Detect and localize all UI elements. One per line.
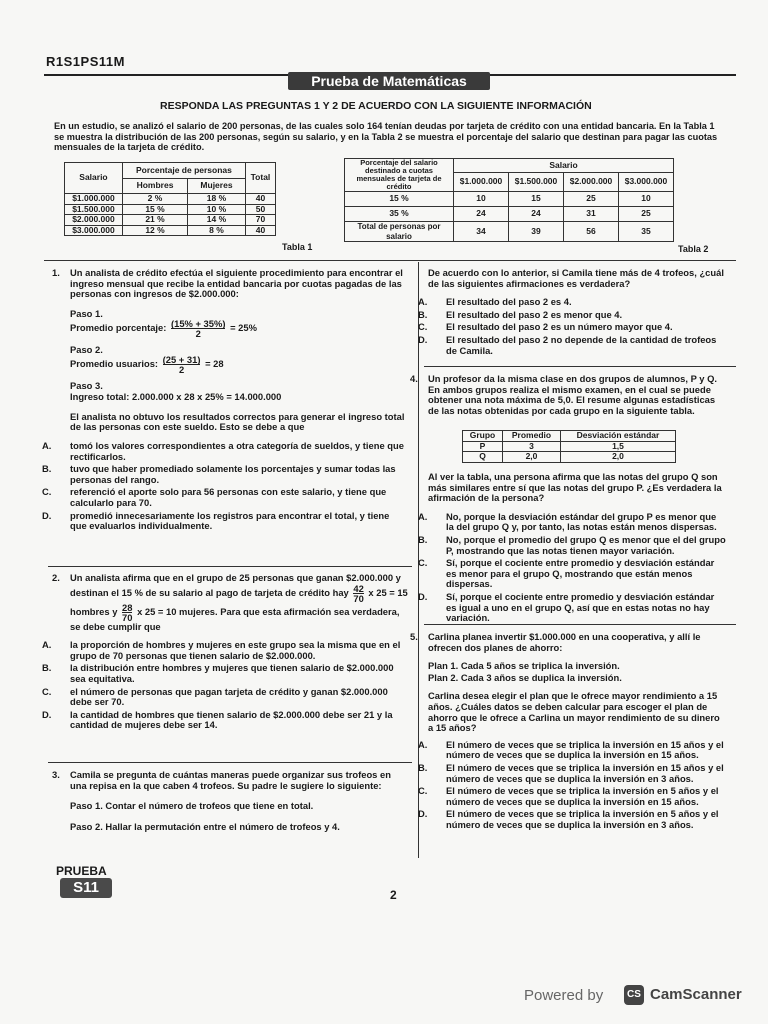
q2-fraction-men — [353, 584, 363, 603]
t2-cell: 10 — [454, 192, 509, 207]
table-2 — [344, 158, 674, 242]
t1-cell: 10 % — [188, 204, 246, 215]
option-letter: A. — [42, 439, 52, 451]
intro-paragraph: En un estudio, se analizó el salario de 200 personas, de las cuales solo 164 tenían deudas por tarjeta de crédito con una entidad bancaria. En la Tabla 1 se muestra la distribución de las 200 personas, según su salario, y en la Tabla 2 se muestra el porcentaje del salario que destinan para pagar las cuotas mensuales de la tarjeta de crédito. — [54, 121, 718, 152]
option-text: Sí, porque el cociente entre promedio y desviación estándar es igual a uno en el grupo Q, así que en estas notas no hay variación. — [446, 590, 715, 624]
q4-h-promedio: Promedio — [503, 431, 561, 442]
q5-option-a[interactable] — [418, 738, 726, 761]
fraction-denominator: 70 — [122, 611, 133, 623]
option-text: El resultado del paso 2 es menor que 4. — [446, 308, 623, 320]
option-letter: D. — [42, 708, 52, 720]
q2-rule — [48, 762, 412, 763]
q4-h-grupo: Grupo — [463, 431, 503, 442]
option-text: No, porque la desviación estándar del grupo P es menor que la del grupo Q y, por tanto, las notas están menos dispersas. — [446, 510, 717, 533]
t1-cell: $1.000.000 — [65, 194, 123, 205]
option-text: No, porque el promedio del grupo Q es menor que el del grupo P, mostrando que las notas tienen mayor variación. — [446, 533, 726, 556]
q2-option-d[interactable] — [42, 708, 408, 731]
fraction-numerator: (25 + 31) — [162, 353, 201, 365]
q3-stem: Camila se pregunta de cuántas maneras puede organizar sus trofeos en una repisa en la que caben 4 trofeos. Su padre le sugiere lo siguiente: — [70, 769, 391, 791]
q1-step-2-title: Paso 2. — [70, 343, 103, 355]
q2-option-a[interactable] — [42, 639, 408, 661]
t2-col-header: $1.500.000 — [509, 173, 564, 192]
option-letter: A. — [418, 510, 428, 522]
option-letter: B. — [42, 662, 52, 674]
t1-h-mujeres: Mujeres — [188, 178, 246, 194]
t1-cell: 15 % — [122, 204, 187, 215]
q3-option-a[interactable] — [418, 296, 726, 308]
t1-h-total: Total — [245, 163, 275, 194]
q1-step-1-title: Paso 1. — [70, 307, 103, 319]
t1-cell: 21 % — [122, 215, 187, 226]
t2-h-salario: Salario — [454, 159, 674, 173]
q5-option-b[interactable] — [418, 761, 726, 784]
q1-step-2-fraction — [163, 355, 201, 374]
q1-option-d[interactable] — [42, 509, 408, 532]
q4-cell: 1,5 — [560, 441, 675, 452]
t1-h-salario: Salario — [65, 163, 123, 194]
t1-h-porcentaje: Porcentaje de personas — [122, 163, 245, 179]
t2-cell: 25 — [619, 207, 674, 222]
option-text: la distribución entre hombres y mujeres que tienen salario de $2.000.000 sea equitativa. — [70, 662, 394, 684]
table-row — [65, 215, 276, 226]
option-text: El número de veces que se triplica la inversión en 15 años y el número de veces que se duplica la inversión en 15 años. — [446, 738, 724, 761]
section-rule — [44, 260, 736, 261]
q2-stem-mid: x 25 = 15 hombres y — [70, 586, 408, 617]
option-letter: D. — [418, 808, 428, 820]
q4-option-c[interactable] — [418, 557, 726, 590]
table-row — [345, 222, 674, 242]
q2-option-c[interactable] — [42, 685, 408, 708]
t1-h-hombres: Hombres — [122, 178, 187, 194]
table-1-wrap — [64, 162, 276, 236]
q4-cell: 3 — [503, 441, 561, 452]
t1-cell: 14 % — [188, 215, 246, 226]
question-4-continued — [418, 471, 726, 624]
q4-table — [462, 430, 676, 463]
question-3 — [52, 770, 408, 832]
camscanner-logo-icon: CS — [624, 985, 644, 1005]
t1-cell: 2 % — [122, 194, 187, 205]
t1-cell: 18 % — [188, 194, 246, 205]
q1-step-2 — [70, 344, 408, 374]
instructions: RESPONDA LAS PREGUNTAS 1 Y 2 DE ACUERDO CON LA SIGUIENTE INFORMACIÓN — [160, 100, 592, 112]
option-text: promedió innecesariamente los registros para encontrar el total, y tiene que evaluarlos individualmente. — [70, 509, 390, 532]
q4-number: 4. — [410, 373, 418, 384]
t1-cell: 70 — [245, 215, 275, 226]
q1-step-1-result: = 25% — [230, 321, 257, 333]
q2-options — [42, 639, 408, 731]
q1-step-3-title: Paso 3. — [70, 379, 103, 391]
q3-rule — [424, 366, 736, 367]
option-text: el número de personas que pagan tarjeta de crédito y ganan $2.000.000 debe ser 70. — [70, 685, 388, 708]
t1-cell: 12 % — [122, 225, 187, 236]
option-letter: B. — [418, 533, 428, 545]
t2-cell: 34 — [454, 222, 509, 242]
t2-cell: 25 — [564, 192, 619, 207]
q3-step-1: Paso 1. Contar el número de trofeos que tiene en total. — [70, 800, 314, 812]
table-1-label: Tabla 1 — [282, 242, 313, 252]
option-letter: C. — [42, 685, 52, 697]
t1-cell: 40 — [245, 194, 275, 205]
q4-cont: Al ver la tabla, una persona afirma que las notas del grupo Q son más similares entre sí que las notas del grupo P. ¿Es verdadera la afirmación de la persona? — [428, 471, 722, 504]
table-row — [65, 225, 276, 236]
q5-number: 5. — [410, 631, 418, 642]
t2-cell: 24 — [454, 207, 509, 222]
watermark-brand: CamScanner — [650, 986, 742, 1003]
t1-cell: $3.000.000 — [65, 225, 123, 236]
question-1 — [42, 267, 408, 532]
t2-cell: 35 — [619, 222, 674, 242]
option-text: El resultado del paso 2 no depende de la cantidad de trofeos de Camila. — [446, 333, 717, 356]
t2-cell: 15 % — [345, 192, 454, 207]
table-row — [463, 441, 676, 452]
fraction-numerator: 42 — [353, 582, 364, 594]
fraction-denominator: 70 — [353, 592, 364, 604]
q2-stem-end: x 25 = 10 — [137, 605, 177, 617]
q4-cell: 2,0 — [560, 452, 675, 463]
fraction-numerator: (15% + 35%) — [170, 317, 226, 329]
footer-s11-badge: S11 — [60, 878, 112, 898]
t2-cell: 10 — [619, 192, 674, 207]
q1-step-3 — [70, 380, 408, 402]
option-text: El número de veces que se triplica la inversión en 15 años y el número de veces que se duplica la inversión en 3 años. — [446, 761, 724, 784]
table-1 — [64, 162, 276, 236]
table-row — [463, 452, 676, 463]
q1-step-3-text: Ingreso total: 2.000.000 x 28 x 25% = 14.000.000 — [70, 390, 282, 402]
question-5 — [410, 632, 726, 831]
q4-cell: 2,0 — [503, 452, 561, 463]
q1-option-c[interactable] — [42, 486, 408, 508]
q4-cell: P — [463, 441, 503, 452]
q3-cont: De acuerdo con lo anterior, si Camila tiene más de 4 trofeos, ¿cuál de las siguientes afirmaciones es verdadera? — [428, 267, 724, 289]
exam-code: R1S1PS11M — [46, 54, 125, 69]
option-text: tuvo que haber promediado solamente los porcentajes y sumar todas las personas del rango. — [70, 463, 396, 485]
t2-cell: 35 % — [345, 207, 454, 222]
option-text: tomó los valores correspondientes a otra categoría de sueldos, y tiene que rectificarlos. — [70, 439, 404, 462]
option-letter: C. — [418, 557, 428, 569]
q3-step-2: Paso 2. Hallar la permutación entre el número de trofeos y 4. — [70, 820, 340, 832]
option-letter: B. — [418, 308, 428, 320]
q2-fraction-women — [122, 603, 132, 622]
option-text: El resultado del paso 2 es un número mayor que 4. — [446, 321, 673, 333]
q5-option-c[interactable] — [418, 785, 726, 807]
q2-stem-a: Un analista afirma que en el grupo de 25 personas que ganan $2.000.000 y destinan el 15 % de su salario al pago de tarjeta de crédito hay — [70, 572, 401, 598]
q4-option-d[interactable] — [418, 590, 726, 624]
t2-cell: 15 — [509, 192, 564, 207]
q3-number: 3. — [52, 769, 60, 780]
q1-option-b[interactable] — [42, 463, 408, 485]
q1-step-1 — [70, 308, 408, 338]
q1-step-2-text: Promedio usuarios: — [70, 357, 159, 369]
q4-cell: Q — [463, 452, 503, 463]
q1-options — [42, 439, 408, 532]
t1-cell: 50 — [245, 204, 275, 215]
option-letter: B. — [42, 463, 52, 475]
fraction-numerator: 28 — [122, 601, 133, 613]
option-text: El número de veces que se triplica la inversión en 5 años y el número de veces que se duplica la inversión en 15 años. — [446, 785, 719, 807]
q4-option-a[interactable] — [418, 510, 726, 533]
q3-option-d[interactable] — [418, 333, 726, 356]
t2-col-header: $1.000.000 — [454, 173, 509, 192]
q1-step-2-result: = 28 — [205, 357, 224, 369]
q1-number: 1. — [52, 267, 60, 278]
question-3-continued — [418, 267, 726, 356]
q4-stem: Un profesor da la misma clase en dos grupos de alumnos, P y Q. En ambos grupos realiza el mismo examen, en el cual se puede obtener una nota máxima de 5,0. El resume algunas estadísticas de las notas obtenidas por cada grupo en la siguiente tabla. — [428, 373, 717, 416]
t2-cell: 39 — [509, 222, 564, 242]
table-row — [345, 192, 674, 207]
q1-tail: El analista no obtuvo los resultados correctos para generar el ingreso total de las personas con este sueldo. Esto se debe a que — [70, 410, 405, 433]
q5-cont: Carlina desea elegir el plan que le ofrece mayor rendimiento a 15 años. ¿Cuáles datos se deben calcular para escoger el plan de ahorro que le ofrece a Carlina un mayor rendimiento de su dinero a 15 años? — [428, 690, 720, 734]
camscanner-watermark — [524, 981, 756, 1011]
q4-options — [418, 510, 726, 624]
option-text: El resultado del paso 2 es 4. — [446, 296, 572, 308]
q2-stem-b: mujeres. Para que esta afirmación sea verdadera, se debe cumplir que — [70, 605, 400, 632]
option-letter: C. — [418, 785, 428, 797]
q4-table-wrap — [462, 430, 676, 463]
option-letter: C. — [418, 321, 428, 333]
option-text: la proporción de hombres y mujeres en este grupo sea la misma que en el grupo de 70 personas que tienen salario de $2.000.000. — [70, 639, 401, 661]
q2-stem-line — [70, 573, 408, 632]
q2-option-b[interactable] — [42, 662, 408, 684]
t2-h-pct: Porcentaje del salario destinado a cuotas mensuales de tarjeta de crédito — [345, 159, 454, 192]
q5-plan-1: Plan 1. Cada 5 años se triplica la inversión. — [428, 660, 620, 672]
option-letter: A. — [418, 296, 428, 308]
option-letter: B. — [418, 761, 428, 773]
page-number: 2 — [390, 888, 397, 902]
t2-cell: 56 — [564, 222, 619, 242]
q4-h-desviacion: Desviación estándar — [560, 431, 675, 442]
question-2 — [42, 572, 408, 731]
option-letter: D. — [418, 590, 428, 602]
footer-prueba-label: PRUEBA — [56, 864, 107, 878]
t2-col-header: $3.000.000 — [619, 173, 674, 192]
t1-cell: $2.000.000 — [65, 215, 123, 226]
t1-cell: 40 — [245, 225, 275, 236]
fraction-denominator: 2 — [178, 363, 185, 375]
t2-cell: 31 — [564, 207, 619, 222]
q4-rule — [424, 624, 736, 625]
fraction-denominator: 2 — [195, 327, 201, 339]
t2-col-header: $2.000.000 — [564, 173, 619, 192]
q4-option-b[interactable] — [418, 533, 726, 556]
t1-cell: $1.500.000 — [65, 204, 123, 215]
table-row — [65, 194, 276, 205]
t1-cell: 8 % — [188, 225, 246, 236]
q3-option-c[interactable] — [418, 321, 726, 333]
table-2-label: Tabla 2 — [678, 244, 709, 254]
q5-option-d[interactable] — [418, 808, 726, 830]
option-letter: A. — [42, 639, 52, 651]
q5-options — [418, 738, 726, 831]
q5-plan-2: Plan 2. Cada 3 años se duplica la inversión. — [428, 671, 622, 683]
exam-banner: Prueba de Matemáticas — [288, 72, 490, 90]
option-letter: D. — [418, 333, 428, 345]
q1-stem: Un analista de crédito efectúa el siguiente procedimiento para encontrar el ingreso mensual que recibe la entidad bancaria por cuotas pagadas de las personas con ingresos de $2.000.000: — [70, 267, 403, 300]
table-row — [345, 207, 674, 222]
t2-cell: Total de personas por salario — [345, 222, 454, 242]
q1-step-1-fraction — [171, 319, 225, 338]
option-letter: A. — [418, 738, 428, 750]
q1-rule — [48, 566, 412, 567]
watermark-powered-by: Powered by — [524, 987, 604, 1004]
q2-number: 2. — [52, 572, 60, 583]
q3-options — [418, 296, 726, 356]
question-4 — [410, 374, 726, 416]
q1-option-a[interactable] — [42, 439, 408, 462]
q5-stem: Carlina planea invertir $1.000.000 en una cooperativa, y allí le ofrecen dos planes de ahorro: — [428, 631, 701, 653]
option-text: la cantidad de hombres que tienen salario de $2.000.000 debe ser 21 y la cantidad de mujeres debe ser 14. — [70, 708, 393, 731]
q3-option-b[interactable] — [418, 308, 726, 321]
option-text: Sí, porque el cociente entre promedio y desviación estándar es menor para el grupo Q, mostrando que están menos dispersas. — [446, 557, 715, 590]
t2-cell: 24 — [509, 207, 564, 222]
option-text: referenció el aporte solo para 56 personas con este salario, y tiene que calcularlo para 70. — [70, 486, 387, 508]
option-letter: D. — [42, 509, 52, 521]
option-text: El número de veces que se triplica la inversión en 5 años y el número de veces que se duplica la inversión en 3 años. — [446, 808, 719, 830]
table-2-wrap — [344, 158, 674, 242]
q1-step-1-text: Promedio porcentaje: — [70, 321, 167, 333]
option-letter: C. — [42, 486, 52, 498]
table-row — [65, 204, 276, 215]
